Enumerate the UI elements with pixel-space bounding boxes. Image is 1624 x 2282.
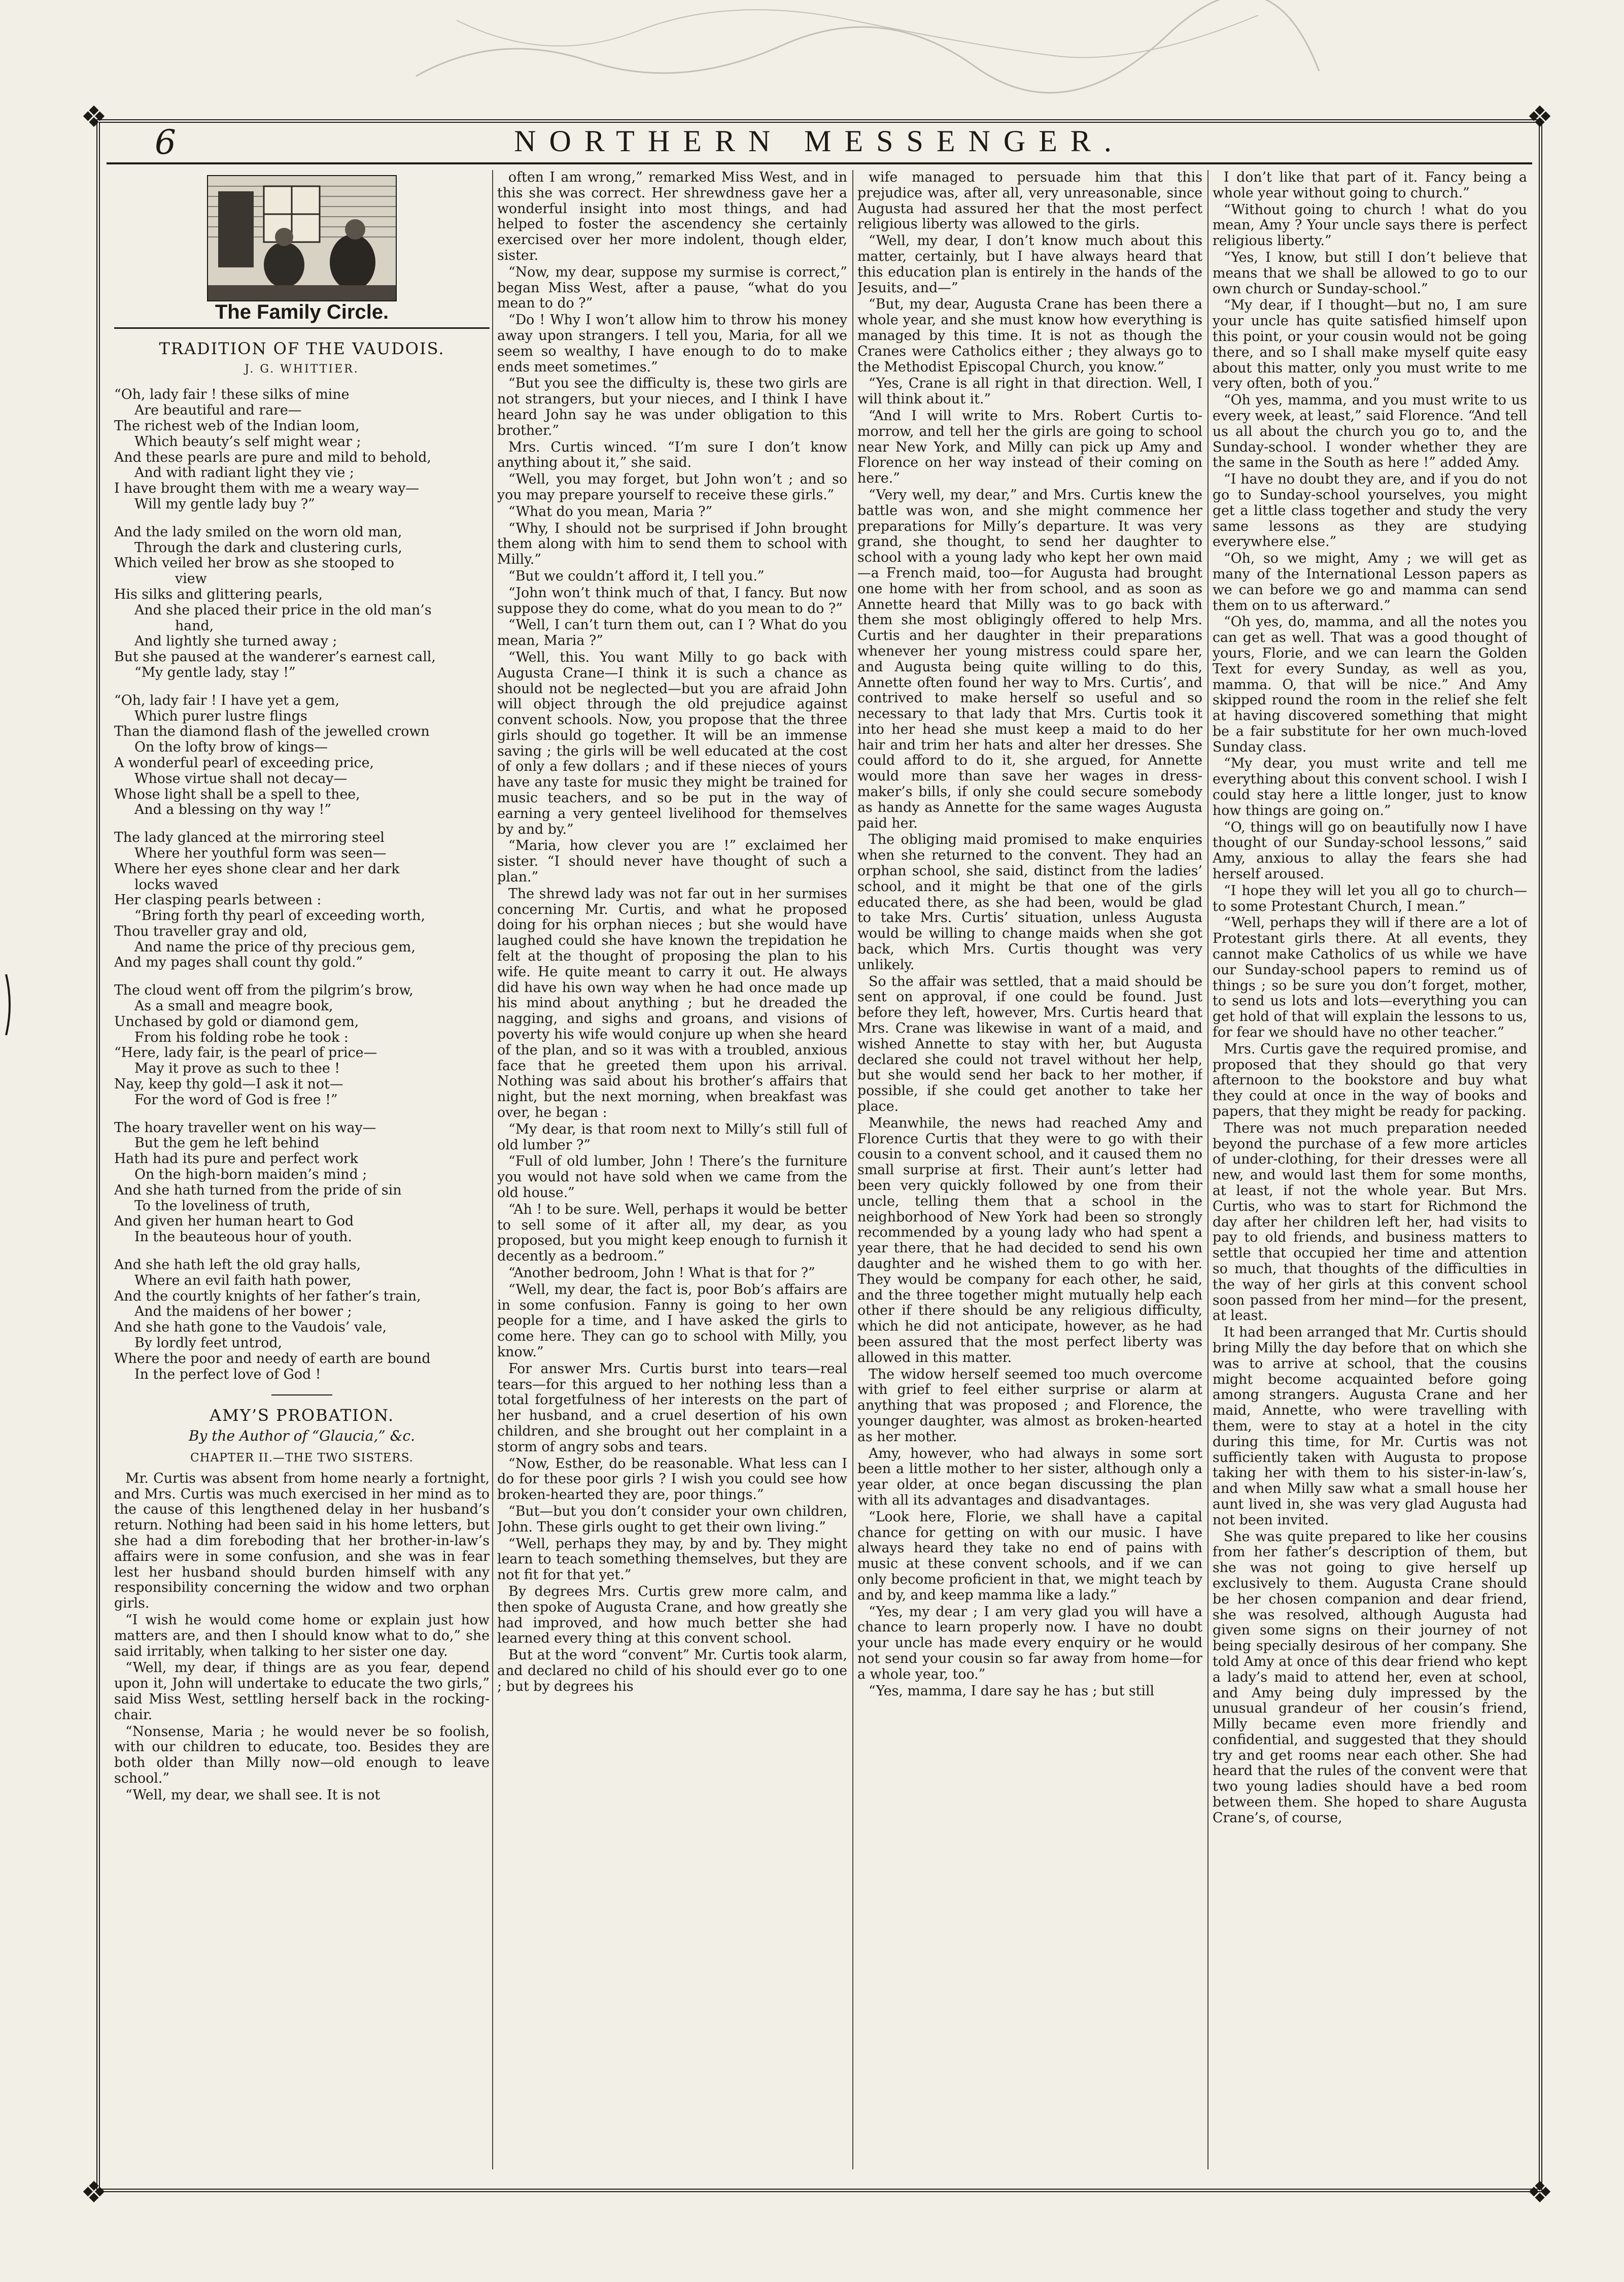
poem-line: Where her eyes shone clear and her dark [114,861,400,877]
poem-stanza [114,693,490,818]
column-3 [857,170,1202,2169]
story-paragraph: “My dear, is that room next to Milly’s still full of old lumber ?” [497,1121,847,1153]
story-paragraph: Amy, however, who had always in some sort been a little mother to her sister, although only a year older, at once began discussing the plan with all its advantages and disadvantages. [857,1445,1202,1508]
story-paragraph: “Well, you may forget, but John won’t ; and so you may prepare yourself to receive these girls.” [497,471,847,503]
poem-line: And she placed their price in the old man’s [134,602,432,618]
story-paragraph: “Well, this. You want Milly to go back with Augusta Crane—I think it is such a chance as should not be neglected—but you are afraid John will object through the old prejudice against convent schools. Now, you propose that the three girls should go together. It will be an immense saving ; the girls will be well educated at the cost of only a few dollars ; and if these nieces of yours have any taste for music they might be trained for music teachers, and so be put in the way of earning a very genteel livelihood for themselves by and by.” [497,649,847,837]
story-paragraph: “My dear, if I thought—but no, I am sure your uncle has quite satisfied himself upon this point, or your cousin would not be going there, and so I shall make myself quite easy about this matter, only you must write to me very often, both of you.” [1213,297,1527,392]
margin-mark [4,974,14,1035]
poem-line: And she hath left the old gray halls, [114,1257,361,1273]
poem-line: “Here, lady fair, is the pearl of price— [114,1045,377,1061]
story-paragraph: “And I will write to Mrs. Robert Curtis to-morrow, and tell her the girls are going to school near New York, and Milly can pick up Amy and Florence on her way instead of their coming on here.” [857,407,1202,487]
poem-line: On the lofty brow of kings— [134,739,328,756]
story-text-column-1 [114,1471,490,1803]
column-divider [492,170,493,2169]
poem-line: In the beauteous hour of youth. [134,1229,352,1245]
story-paragraph: “Maria, how clever you are !” exclaimed her sister. “I should never have thought of such a plan.” [497,838,847,885]
poem-line: Whose light shall be a spell to thee, [114,786,360,802]
poem-line: To the loveliness of truth, [134,1198,310,1214]
story-paragraph: The shrewd lady was not far out in her surmises concerning Mr. Curtis, and what he proposed doing for his orphan nieces ; but she would have laughed could she have known the trepidation he felt at the thought of proposing the plan to his wife. He quite meant to carry it out. He always did have his own way when he had once made up his mind about anything ; but he dreaded the nagging, and sighs and groans, and visions of poverty his wife would conjure up when she heard of the plan, and so it was with a troubled, anxious face that he greeted them upon his arrival. Nothing was said about his brother’s affairs that night, but the next morning, when breakfast was over, he began : [497,885,847,1121]
poem-line: From his folding robe he took : [134,1029,349,1045]
ornamental-corner-icon: ❖ [1527,99,1553,134]
family-circle-illustration [207,175,397,301]
poem-line: In the perfect love of God ! [134,1366,321,1382]
poem-line: The richest web of the Indian loom, [114,418,360,434]
divider [271,1394,332,1395]
story-paragraph: “But, my dear, Augusta Crane has been there a whole year, and she must know how everything is managed by this time. It is not as though the Cranes were Catholics either ; they always go to the Methodist Episcopal Church, you know.” [857,296,1202,375]
poem-line: By lordly feet untrod, [134,1335,283,1351]
story-paragraph: “I have no doubt they are, and if you do not go to Sunday-school yourselves, you might get a little class together and study the very same lessons as they are studying everywhere else.” [1213,471,1527,550]
story-paragraph: “O, things will go on beautifully now I have thought of our Sunday-school lessons,” said Amy, anxious to allay the fears she had herself aroused. [1213,819,1527,882]
story-chapter: CHAPTER II.—THE TWO SISTERS. [190,1451,413,1464]
poem-line: Hath had its pure and perfect work [114,1151,358,1167]
story-paragraph: “Yes, my dear ; I am very glad you will have a chance to learn properly now. I have no doubt your uncle has made every enquiry or he would not send your cousin so far away from home—for a whole year, too.” [857,1604,1202,1682]
poem-line: The lady glanced at the mirroring steel [114,830,385,846]
story-paragraph: “Nonsense, Maria ; he would never be so foolish, with our children to educate, too. Besides they are both older than Milly now—old enough to leave school.” [114,1723,490,1786]
story-paragraph: Mrs. Curtis gave the required promise, and proposed that they should go that very afternoon to the bookstore and buy what they could at once in the way of books and papers, that they might be ready for packing. [1213,1041,1527,1120]
poem-line: Where the poor and needy of earth are bound [114,1350,431,1367]
story-paragraph: It had been arranged that Mr. Curtis should bring Milly the day before that on which she was to arrive at school, that the cousins might become acquainted before going among strangers. Augusta Crane and her maid, Annette, who were travelling with them, were to stay at a hotel in the city during this time, for Mr. Curtis was not sufficiently taken with Augusta to propose taking her with them to his sister-in-law’s, and when Milly saw what a small house her aunt lived in, she was very glad Augusta had not been invited. [1213,1324,1527,1528]
story-paragraph: “My dear, you must write and tell me everything about this convent school. I wish I could stay here a little longer, just to know how things are going on.” [1213,756,1527,819]
poem-line: But she paused at the wanderer’s earnest call, [114,649,436,665]
story-text-column-2 [497,170,847,1695]
story-paragraph: “Yes, mamma, I dare say he has ; but still [869,1683,1155,1699]
story-paragraph: But at the word “convent” Mr. Curtis took alarm, and declared no child of his should ever go to one ; but by degrees his [497,1647,847,1694]
poem-line: Whose virtue shall not decay— [134,770,348,787]
story-paragraph: “I wish he would come home or explain just how matters are, and then I should know what to do,” she said irritably, when talking to her sister one day. [114,1612,490,1659]
story-paragraph: “Well, my dear, we shall see. It is not [125,1787,381,1803]
story-paragraph: “Well, perhaps they may, by and by. They might learn to teach something themselves, but they are not fit for that yet.” [497,1536,847,1583]
poem-line: His silks and glittering pearls, [114,586,323,602]
poem-line: locks waved [134,876,219,893]
story-paragraph: “But—but you don’t consider your own children, John. These girls ought to get their own living.” [497,1503,847,1535]
story-paragraph: “I hope they will let you all go to church—to some Protestant Church, I mean.” [1213,882,1527,914]
poem-line: On the high-born maiden’s mind ; [134,1167,367,1183]
poem-line: Than the diamond flash of the jewelled crown [114,724,430,740]
story-paragraph: “Well, my dear, if things are as you fear, depend upon it, John will undertake to educate the two girls,” said Miss West, settling herself back in the rocking-chair. [114,1660,490,1723]
story-paragraph: “Well, perhaps they will if there are a lot of Protestant girls there. At all events, they cannot make Catholics of us while we have our Sunday-school papers to remind us of things ; so be sure you don’t forget, mother, to send us lots and lots—everything you can get hold of that will explain the lessons to us, for fear we should have no other teacher.” [1213,915,1527,1041]
poem-line: view [175,571,207,587]
poem-line: And a blessing on thy way !” [134,802,331,818]
ornamental-corner-icon: ❖ [81,99,107,134]
poem-line: And the courtly knights of her father’s train, [114,1288,421,1304]
poem-line: For the word of God is free !” [134,1092,338,1108]
story-paragraph: “Now, my dear, suppose my surmise is correct,” began Miss West, after a pause, “what do you mean to do ?” [497,264,847,312]
column-divider [852,170,853,2169]
ornamental-corner-icon: ❖ [1527,2175,1553,2209]
poem-stanza [114,525,490,681]
poem-line: Which veiled her brow as she stooped to [114,555,394,571]
story-paragraph: Mr. Curtis was absent from home nearly a fortnight, and Mrs. Curtis was much exercised in her mind as to the cause of this lengthened delay in her husband’s return. Nothing had been said in his home letters, but she had a dim foreboding that her brother-in-law’s affairs were in some confusion, and she was in fear lest her husband should burden himself with any responsibility concerning the widow and two orphan girls. [114,1470,490,1612]
poem-line: “Oh, lady fair ! I have yet a gem, [114,692,339,708]
page-header [107,122,1532,164]
story-paragraph: I don’t like that part of it. Fancy being a whole year without going to church.” [1213,170,1527,201]
poem-line: Her clasping pearls between : [114,892,322,908]
story-byline: By the Author of “Glaucia,” &c. [188,1427,416,1445]
story-paragraph: “Oh, so we might, Amy ; we will get as many of the International Lesson papers as we can before we go and mamma can send them on to us afterward.” [1213,551,1527,614]
story-paragraph: “Oh yes, mamma, and you must write to us every week, at least,” said Florence. “And tell us all about the church you go to, and the Sunday-school. I wonder whether they are the same in the South as here !” added Amy. [1213,392,1527,471]
poem-line: Through the dark and clustering curls, [134,539,402,556]
story-paragraph: “Without going to church ! what do you mean, Amy ? Your uncle says there is perfect religious liberty.” [1213,201,1527,249]
poem-line: And with radiant light they vie ; [134,465,354,481]
section-title: The Family Circle. [215,301,389,323]
poem-line: And the lady smiled on the worn old man, [114,524,402,540]
poem-line: “Oh, lady fair ! these silks of mine [114,387,350,403]
poem-line: May it prove as such to thee ! [134,1061,340,1077]
poem-line: The hoary traveller went on his way— [114,1119,376,1136]
story-paragraph: “But we couldn’t afford it, I tell you.” [508,568,765,584]
story-paragraph: Mrs. Curtis winced. “I’m sure I don’t know anything about it,” she said. [497,439,847,471]
story-paragraph: “Well, I can’t turn them out, can I ? What do you mean, Maria ?” [497,617,847,649]
story-text-column-3 [857,170,1202,1699]
poem-line: But the gem he left behind [134,1135,320,1151]
story-paragraph: By degrees Mrs. Curtis grew more calm, and then spoke of Augusta Crane, and how greatly she had improved, and how much better she had learned every thing at this convent school. [497,1583,847,1647]
poem-stanza [114,983,490,1108]
column-1 [114,170,490,2169]
story-paragraph: The obliging maid promised to make enquiries when she returned to the convent. They had an orphan school, she said, distinct from the ladies’ school, and it might be that one of the girls educated there, as she had been, would be glad to take Mrs. Curtis’ situation, unless Augusta would be willing to change maids when she got back, which Mrs. Curtis thought was very unlikely. [857,832,1202,973]
poem-line: Nay, keep thy gold—I ask it not— [114,1076,343,1093]
story-paragraph: She was quite prepared to like her cousins from her father’s description of them, but she was not going to give herself up exclusively to them. Augusta Crane should be her chosen companion and dear friend, she was resolved, although Augusta had given some signs on their journey of not being specially desirous of her company. She told Amy at once of this dear friend who kept a lady’s maid to attend her, even at school, and Amy being duly impressed by the unusual grandeur of her cousin’s friend, Milly became even more friendly and confidential, and suggested that they should try and get rooms near each other. She had heard that the rules of the convent were that two young ladies should have a bed room between them. She hoped to share Augusta Crane’s, of course, [1213,1528,1527,1826]
story-paragraph: “Well, my dear, the fact is, poor Bob’s affairs are in some confusion. Fanny is going to her own people for a time, and I have asked the girls to come here. They can go to school with Milly, you know.” [497,1281,847,1360]
poem-line: And name the price of thy precious gem, [134,939,416,955]
poem-line: “Bring forth thy pearl of exceeding worth, [134,908,426,924]
story-title: AMY’S PROBATION. [209,1406,395,1425]
column-4 [1213,170,1527,2169]
poem-stanza [114,1120,490,1245]
poem-line: hand, [175,618,214,634]
poem-line: Which purer lustre flings [134,708,307,724]
story-paragraph: “Well, my dear, I don’t know much about this matter, certainly, but I have always heard that this education plan is entirely in the hands of the Jesuits, and—” [857,233,1202,296]
poem-line: Where her youthful form was seen— [134,845,387,861]
story-paragraph: “Ah ! to be sure. Well, perhaps it would be better to sell some of it after all, my dear, as you proposed, but you might keep enough to furnish it decently as a bedroom.” [497,1201,847,1265]
poem-line: The cloud went off from the pilgrim’s brow, [114,982,413,999]
story-paragraph: “Yes, Crane is all right in that direction. Well, I will think about it.” [857,376,1202,407]
poem-stanza [114,830,490,971]
story-paragraph: “Another bedroom, John ! What is that for ?” [508,1265,815,1281]
page-number: 6 [155,123,176,162]
story-text-column-4 [1213,170,1527,1826]
poem-author: J. G. WHITTIER. [245,362,359,376]
poem-line: “My gentle lady, stay !” [134,664,296,680]
poem-line: And she hath turned from the pride of sin [114,1182,402,1198]
poem-line: And my pages shall count thy gold.” [114,955,363,971]
story-paragraph: “John won’t think much of that, I fancy. But now suppose they do come, what do you mean to do ?” [497,585,847,617]
story-paragraph: wife managed to persuade him that this prejudice was, after all, very unreasonable, since Augusta had assured her that the most perfect religious liberty was allowed to the girls. [857,170,1202,232]
story-paragraph: “What do you mean, Maria ?” [508,503,713,520]
story-paragraph: “Yes, I know, but still I don’t believe that means that we shall be allowed to go to our own church or Sunday-school.” [1213,249,1527,297]
poem-line: Will my gentle lady buy ?” [134,496,315,512]
poem-title: TRADITION OF THE VAUDOIS. [159,338,445,358]
story-paragraph: So the affair was settled, that a maid should be sent on approval, if one could be found. Just before they left, however, Mrs. Curtis heard that Mrs. Crane was likewise in want of a maid, and wished Annette to stay with her, but Augusta declared she could not travel without her help, but she would send her back to her mother, if possible, if she could get another to take her place. [857,973,1202,1115]
poem-line: And these pearls are pure and mild to behold, [114,449,431,465]
story-paragraph: The widow herself seemed too much overcome with grief to feel either surprise or alarm at anything that was proposed ; and Florence, the younger daughter, was almost as broken-hearted as her mother. [857,1366,1202,1445]
poem-line: Which beauty’s self might wear ; [134,433,361,450]
section-rule [114,327,490,329]
scan-noise [396,0,1334,96]
story-paragraph: “Now, Esther, do be reasonable. What less can I do for these poor girls ? I wish you could see how broken-hearted they are, poor things.” [497,1455,847,1503]
story-paragraph: “Do ! Why I won’t allow him to throw his money away upon strangers. I tell you, Maria, for all we seem so wealthy, I have enough to do to make ends meet sometimes.” [497,312,847,375]
column-2 [497,170,847,2169]
poem-line: Unchased by gold or diamond gem, [114,1013,359,1030]
poem-line: Are beautiful and rare— [134,402,302,419]
poem-line: And she hath gone to the Vaudois’ vale, [114,1319,387,1336]
story-paragraph: “Oh yes, do, mamma, and all the notes you can get as well. That was a good thought of yours, Florie, and we can learn the Golden Text for every Sunday, as well as you, mamma. O, that will be nice.” And Amy skipped round the room in the relief she felt at having discovered something that might be a fair substitute for her own much-loved Sunday class. [1213,614,1527,755]
poem-body [114,387,490,1382]
poem-line: And the maidens of her bower ; [134,1304,352,1320]
story-paragraph: For answer Mrs. Curtis burst into tears—real tears—for this argued to her nothing less than a total forgetfulness of her interests on the part of her husband, and a cruel desertion of his own children, and she brought out her complaint in a storm of angry sobs and tears. [497,1360,847,1455]
poem-line: Thou traveller gray and old, [114,923,307,939]
story-paragraph: often I am wrong,” remarked Miss West, and in this she was correct. Her shrewdness gave her a wonderful insight into most things, and had helped to foster the ascendency she certainly exercised over her more indolent, though elder, sister. [497,170,847,263]
poem-line: A wonderful pearl of exceeding price, [114,755,374,771]
story-paragraph: Meanwhile, the news had reached Amy and Florence Curtis that they were to go with their cousin to a convent school, and it caused them no small surprise at first. Their aunt’s letter had been very quickly followed by one from their uncle, telling them that a school in the neighborhood of New York had been so strongly recommended by a young lady who had spent a year there, that he had decided to send his own daughter and he wished them to go with her. They would be company for each other, he said, and the three together might mutually help each other if there should be any religious difficulty, which he did not anticipate, however, as he had been assured that the most perfect liberty was allowed in this matter. [857,1115,1202,1366]
masthead-title: NORTHERN MESSENGER. [514,124,1125,158]
poem-line: I have brought them with me a weary way— [114,481,420,497]
story-paragraph: “Why, I should not be surprised if John brought them along with him to send them to school with Milly.” [497,520,847,568]
poem-stanza [114,1257,490,1382]
story-paragraph: “But you see the difficulty is, these two girls are not strangers, but your nieces, and I think I have heard John say he was under obligation to this brother.” [497,376,847,438]
story-paragraph: “Full of old lumber, John ! There’s the furniture you would not have sold when we came from the old house.” [497,1153,847,1201]
poem-stanza [114,387,490,512]
poem-line: And given her human heart to God [114,1213,354,1230]
poem-line: Where an evil faith hath power, [134,1272,352,1288]
story-paragraph: “Very well, my dear,” and Mrs. Curtis knew the battle was won, and she might commence her preparations for Milly’s departure. It was very grand, she thought, to send her daughter to school with a young lady who kept her own maid—a French maid, too—for Augusta had brought one home with her from school, and as soon as Annette heard that Milly was to go back with them she most obligingly offered to help Mrs. Curtis and her daughter in their preparations whenever her young mistress could spare her, and Augusta being quite willing to do this, Annette often found her way to Mrs. Curtis’, and contrived to make herself so useful and so necessary to that lady that Mrs. Curtis took it into her head she must keep a maid to do her hair and trim her hats and alter her dresses. She could afford to do it, she argued, for Annette would more than save her wages in dress-maker’s bills, if only she could secure somebody as handy as Annette for the same wages Augusta paid her. [857,487,1202,831]
column-divider [1207,170,1208,2169]
ornamental-corner-icon: ❖ [81,2175,107,2209]
poem-line: And lightly she turned away ; [134,633,337,650]
story-paragraph: There was not much preparation needed beyond the purchase of a few more articles of under-clothing, for their dresses were all new, and would last them for some months, at least, if not the whole year. But Mrs. Curtis, who was to start for Richmond the day after her children left her, had visits to pay to old friends, and business matters to settle that occupied her time and attention so much, that thoughts of the difficulties in the way of her girls at this convent school soon passed from her mind—for the present, at least. [1213,1120,1527,1324]
poem-line: As a small and meagre book, [134,998,333,1014]
story-paragraph: “Look here, Florie, we shall have a capital chance for getting on with our music. I have always heard they take no end of pains with music at these convent schools, and if we can only become proficient in that, we might teach by and by, and keep mamma like a lady.” [857,1509,1202,1603]
